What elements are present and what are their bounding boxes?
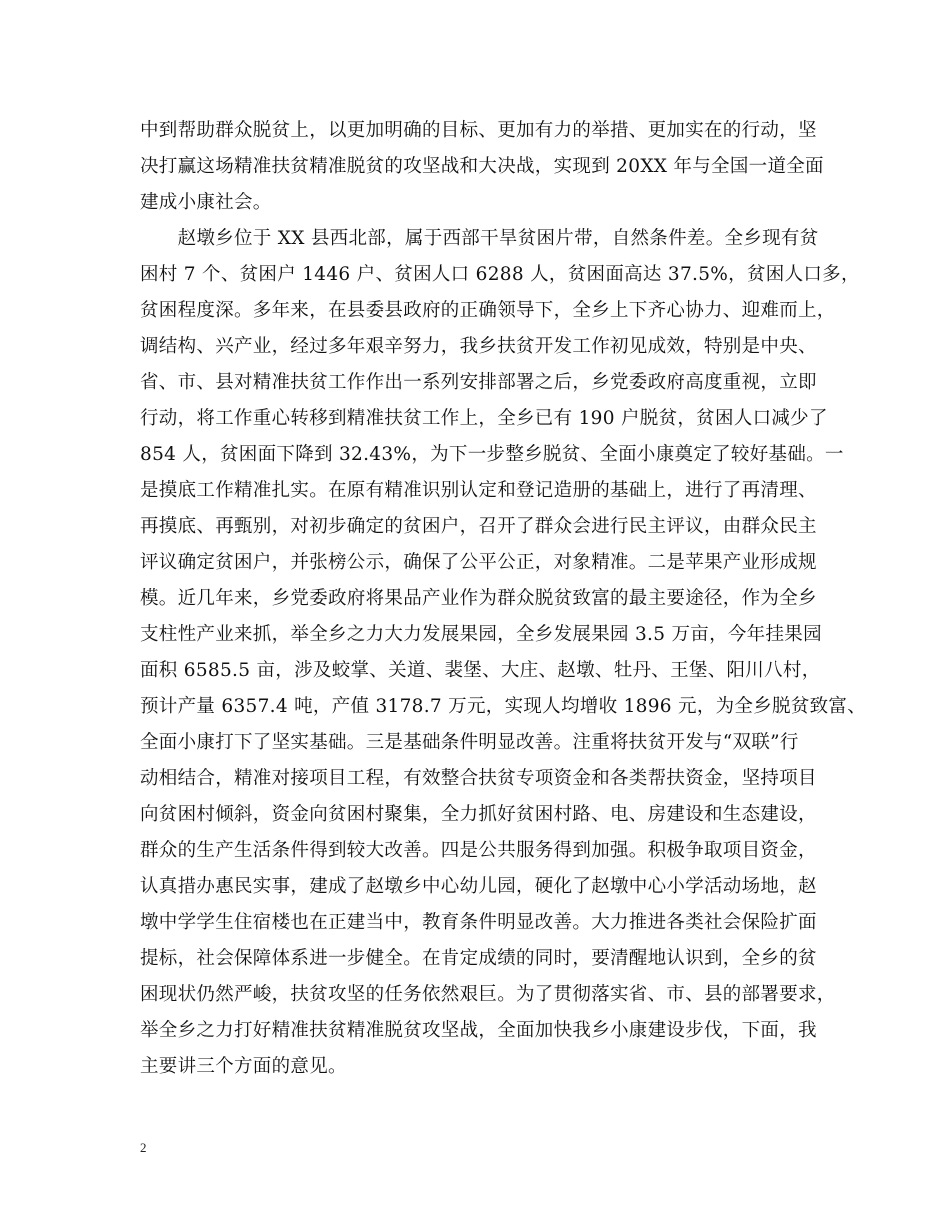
- body-text: [140, 113, 867, 1121]
- text-line: 困村 7 个、贫困户 1446 户、贫困人口 6288 人，贫困面高达 37.5%，贫困人口多，: [140, 264, 860, 285]
- text-line: 贫困程度深。多年来，在县委县政府的正确领导下，全乡上下齐心协力、迎难而上，: [140, 300, 836, 321]
- text-line: 面积 6585.5 亩，涉及蛟掌、关道、裴堡、大庄、赵墩、牡丹、王堡、阳川八村，: [140, 660, 821, 681]
- text-line: 墩中学学生住宿楼也在正建当中，教育条件明显改善。大力推进各类社会保险扩面: [140, 912, 817, 933]
- text-line: 赵墩乡位于 XX 县西北部，属于西部干旱贫困片带，自然条件差。全乡现有贫: [140, 228, 819, 249]
- text-line: 主要讲三个方面的意见。: [140, 1056, 347, 1077]
- paragraph-1: [140, 113, 830, 221]
- text-line: 向贫困村倾斜，资金向贫困村聚集，全力抓好贫困村路、电、房建设和生态建设，: [140, 804, 817, 825]
- text-line: 困现状仍然严峻，扶贫攻坚的任务依然艰巨。为了贯彻落实省、市、县的部署要求，: [140, 984, 836, 1005]
- text-line: 模。近几年来，乡党委政府将果品产业作为群众脱贫致富的最主要途径，作为全乡: [140, 588, 817, 609]
- text-line: 提标，社会保障体系进一步健全。在肯定成绩的同时，要清醒地认识到，全乡的贫: [140, 948, 817, 969]
- text-line: 行动，将工作重心转移到精准扶贫工作上，全乡已有 190 户脱贫，贫困人口减少了: [140, 408, 828, 429]
- text-line: 调结构、兴产业，经过多年艰辛努力，我乡扶贫开发工作初见成效，特别是中央、: [140, 336, 817, 357]
- text-line: 评议确定贫困户，并张榜公示，确保了公平公正，对象精准。二是苹果产业形成规: [140, 552, 817, 573]
- text-line: 省、市、县对精准扶贫工作作出一系列安排部署之后，乡党委政府高度重视，立即: [140, 372, 817, 393]
- text-line: 动相结合，精准对接项目工程，有效整合扶贫专项资金和各类帮扶资金，坚持项目: [140, 768, 817, 789]
- text-line: 认真措办惠民实事，建成了赵墩乡中心幼儿园，硬化了赵墩中心小学活动场地，赵: [140, 876, 817, 897]
- text-line: 群众的生产生活条件得到较大改善。四是公共服务得到加强。积极争取项目资金，: [140, 840, 817, 861]
- text-line: 全面小康打下了坚实基础。三是基础条件明显改善。注重将扶贫开发与“双联”行: [140, 732, 799, 753]
- text-line: 建成小康社会。: [140, 192, 272, 213]
- text-line: 854 人，贫困面下降到 32.43%，为下一步整乡脱贫、全面小康奠定了较好基础。一: [140, 444, 844, 465]
- text-line: 再摸底、再甄别，对初步确定的贫困户，召开了群众会进行民主评议，由群众民主: [140, 516, 817, 537]
- text-line: [140, 1085, 830, 1121]
- text-line: 支柱性产业来抓，举全乡之力大力发展果园，全乡发展果园 3.5 万亩，今年挂果园: [140, 624, 822, 645]
- text-line: 中到帮助群众脱贫上，以更加明确的目标、更加有力的举措、更加实在的行动，坚: [140, 120, 817, 141]
- text-line: 是摸底工作精准扎实。在原有精准识别认定和登记造册的基础上，进行了再清理、: [140, 480, 817, 501]
- text-line: 预计产量 6357.4 吨，产值 3178.7 万元，实现人均增收 1896 元，为全乡脱贫致富、: [140, 696, 867, 717]
- text-line: 决打赢这场精准扶贫精准脱贫的攻坚战和大决战，实现到 20XX 年与全国一道全面: [140, 156, 824, 177]
- text-line: 举全乡之力打好精准扶贫精准脱贫攻坚战，全面加快我乡小康建设步伐，下面，我: [140, 1020, 817, 1041]
- page-number: 2: [140, 1140, 147, 1155]
- paragraph-2: [140, 221, 867, 1121]
